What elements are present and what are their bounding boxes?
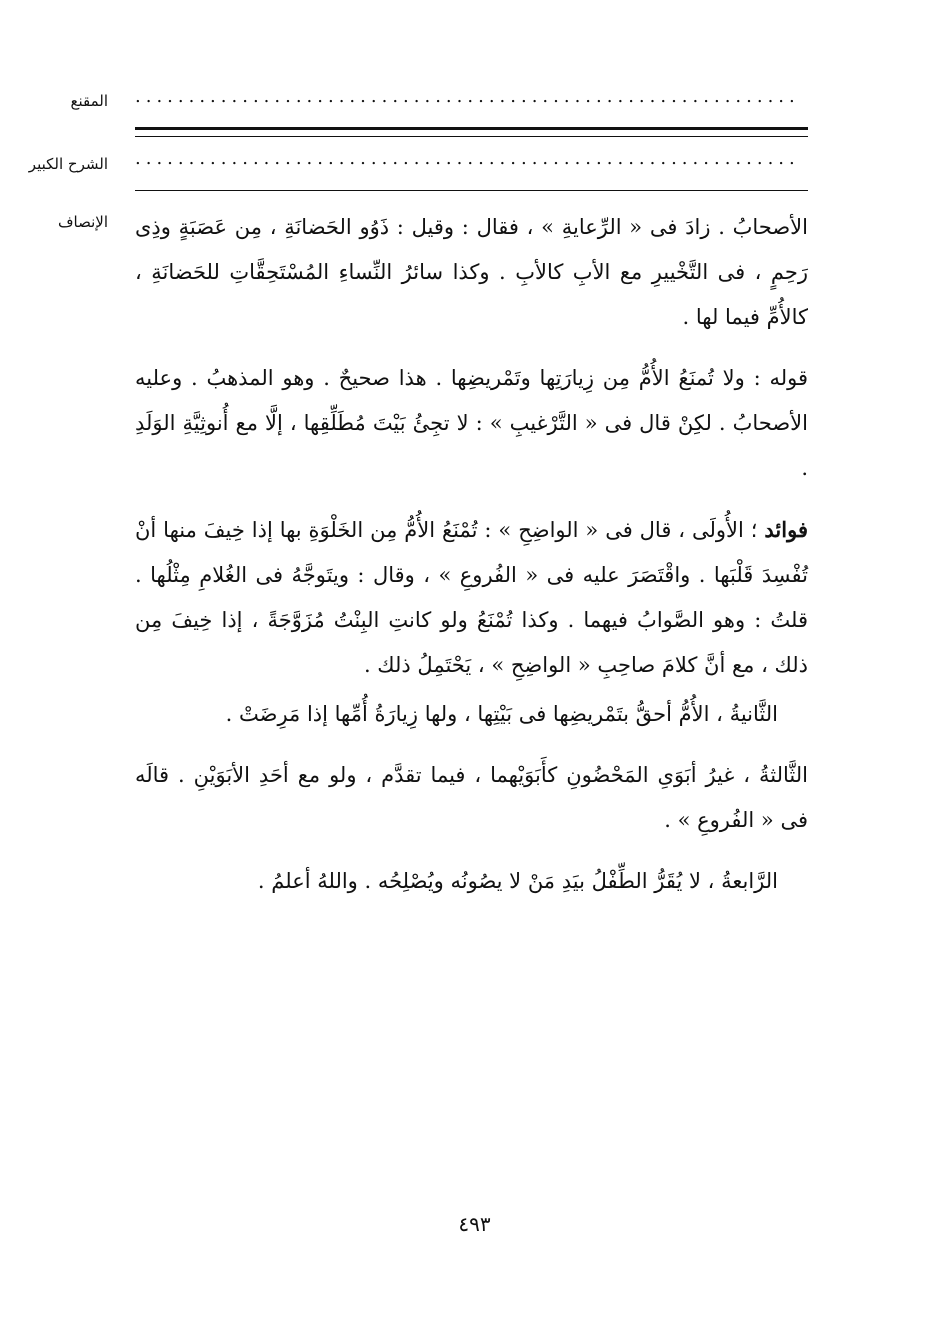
paragraph-5 bbox=[135, 753, 808, 843]
muqni-dotted-line: .............................................................. bbox=[135, 88, 800, 106]
paragraph-1-text: الأصحابُ . زادَ فى « الرِّعايةِ » ، فقال : وقيل : ذَوُو الحَضانَةِ ، مِن عَصَبَةٍ وذِى رَحِمٍ ، فى التَّخْييرِ مع الأبِ كالأبِ . وكذا سائرُ النِّساءِ المُسْتَحِقَّاتِ للحَضانَةِ ، كالأُمِّ فيما لها . bbox=[135, 215, 808, 329]
paragraph-6 bbox=[135, 859, 808, 904]
paragraph-5-text: الثَّالثةُ ، غيرُ أبَوَىِ المَحْضُونِ كأَبَوَيْهما ، فيما تقدَّم ، ولو مع أحَدِ الأبَوَيْنِ . قالَه فى « الفُروعِ » . bbox=[135, 763, 808, 832]
paragraph-6-text: الرَّابعةُ ، لا يُقَرُّ الطِّفْلُ بيَدِ مَنْ لا يصُونُه ويُصْلِحُه . واللهُ أعلمُ . bbox=[257, 869, 778, 893]
paragraph-1 bbox=[135, 205, 808, 340]
sharh-label: الشرح الكبير bbox=[28, 155, 108, 173]
thin-rule-bottom bbox=[135, 190, 808, 191]
insaf-text-block bbox=[135, 205, 808, 920]
fawaid-heading: فوائد bbox=[764, 517, 808, 542]
page-number: ٤٩٣ bbox=[458, 1212, 491, 1236]
muqni-label: المقنع bbox=[70, 92, 108, 110]
paragraph-2 bbox=[135, 356, 808, 491]
insaf-label: الإنصاف bbox=[57, 213, 108, 231]
paragraph-4-text: الثَّانيةُ ، الأُمُّ أحقُّ بتَمْريضِها فى بَيْتِها ، ولها زِيارَةُ أُمِّها إذا مَرِضَتْ . bbox=[225, 702, 778, 726]
thin-rule-top bbox=[135, 136, 808, 137]
paragraph-3-text: ؛ الأُولَى ، قال فى « الواضِحِ » : تُمْنَعُ الأُمُّ مِن الخَلْوَةِ بها إذا خِيفَ منها أنْ تُفْسِدَ قَلْبَها . واقْتَصَرَ عليه فى « الفُروعِ » ، وقال : ويتَوجَّهُ فى الغُلامِ مِثْلُها . قلتُ : وهو الصَّوابُ فيهما . وكذا تُمْنَعُ ولو كانتِ البِنْتُ مُزَوَّجَةً ، إذا خِيفَ مِن ذلك ، مع أنَّ كلامَ صاحِبِ « الواضِحِ » ، يَحْتَمِلُ ذلك . bbox=[135, 518, 808, 677]
sharh-dotted-line: .............................................................. bbox=[135, 150, 800, 168]
paragraph-4 bbox=[135, 692, 808, 737]
thick-rule bbox=[135, 127, 808, 130]
paragraph-3 bbox=[135, 507, 808, 688]
paragraph-2-text: قوله : ولا تُمنَعُ الأُمُّ مِن زِيارَتِها وتَمْريضِها . هذا صحيحٌ . وهو المذهبُ . وعليه الأصحابُ . لكِنْ قال فى « التَّرْغيبِ » : لا تجِئُ بَيْتَ مُطَلِّقِها ، إلَّا مع أُنوثِيَّةِ الوَلَدِ . bbox=[135, 366, 808, 480]
